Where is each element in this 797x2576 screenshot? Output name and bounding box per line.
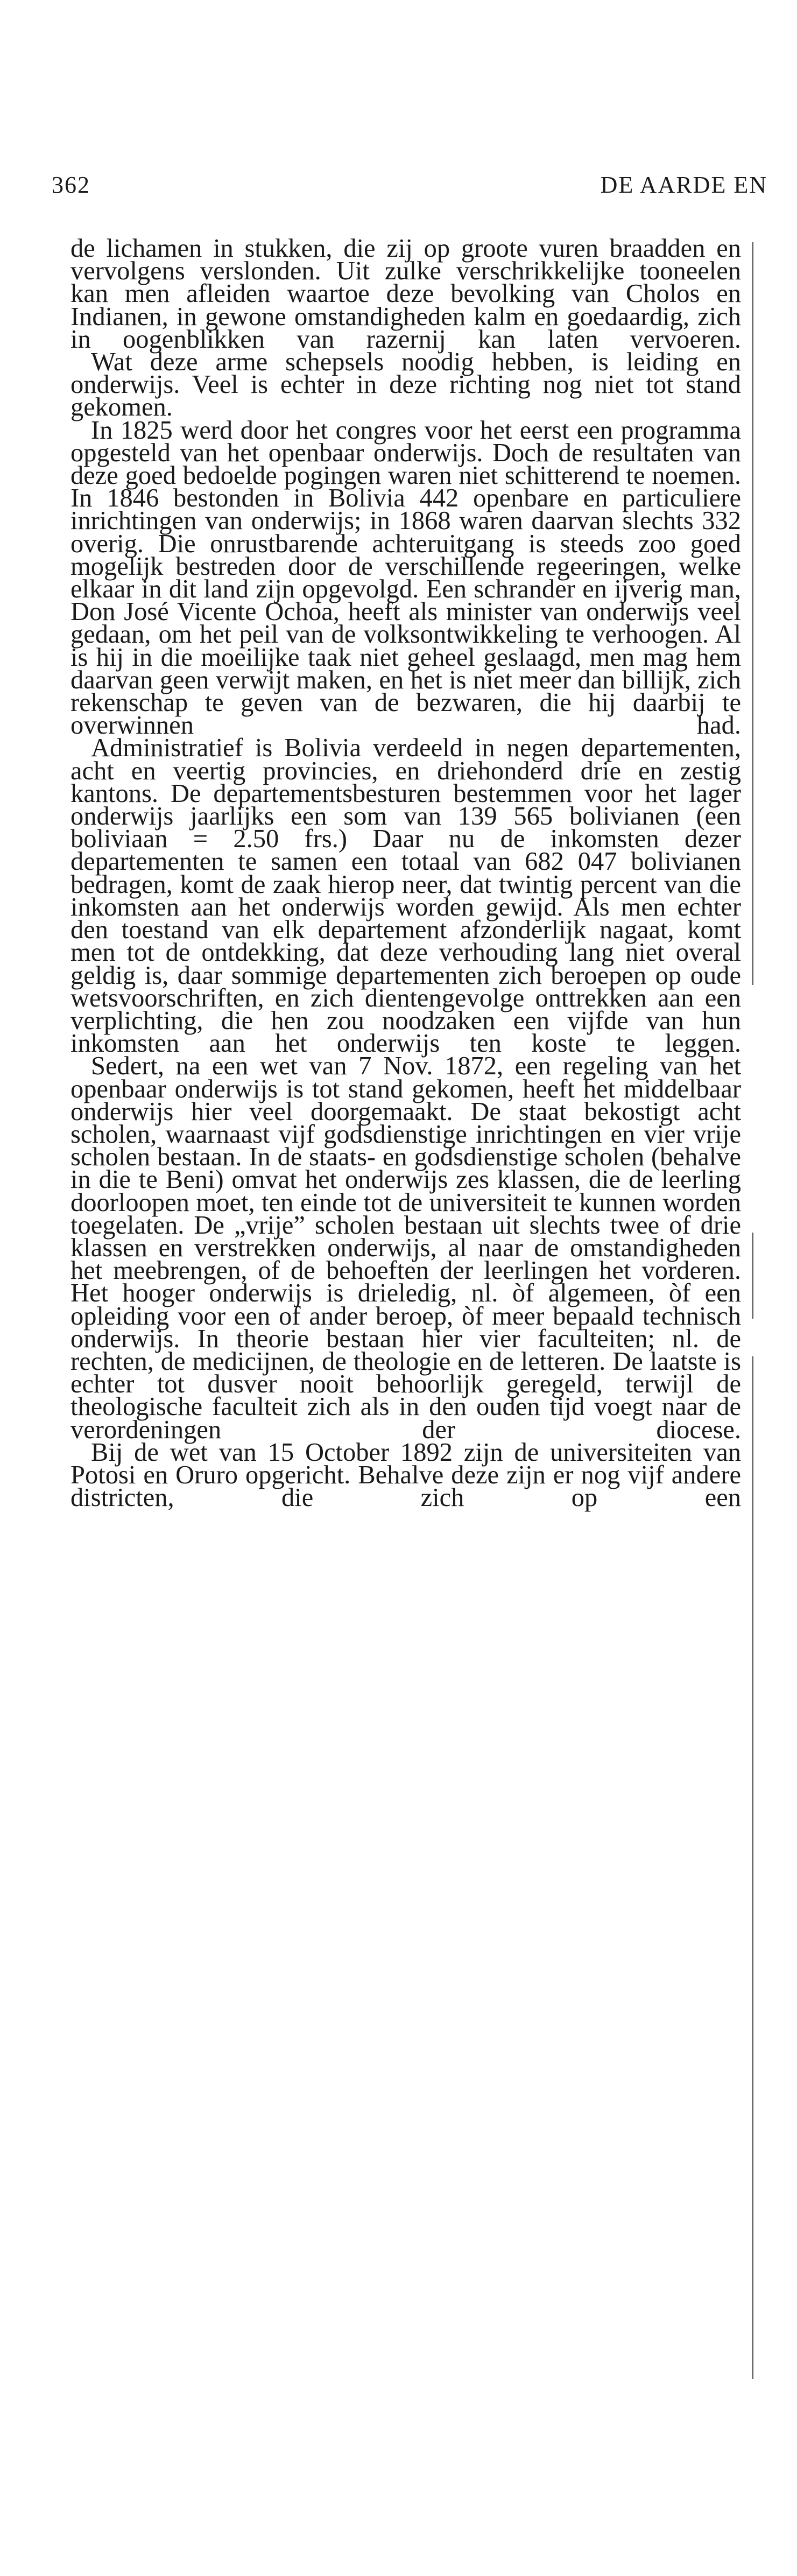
margin-rule bbox=[752, 242, 753, 985]
page-header bbox=[52, 171, 767, 203]
body-text bbox=[70, 234, 741, 2460]
running-head: DE AARDE EN bbox=[600, 172, 767, 198]
paragraph-3: In 1825 werd door het congres voor het eerst een programma opgesteld van het openbaar onderwijs. Doch de resultaten van deze goed bedoelde pogingen waren niet schitterend te noemen. In 1846 bestonden in Bolivia 442 openbare en particuliere inrichtingen van onderwijs; in 1868 waren daarvan slechts 332 overig. Die onrustbarende achteruitgang is steeds zoo goed mogelijk bestreden door de verschillende regeeringen, welke elkaar in dit land zijn opgevolgd. Een schrander en ijverig man, Don José Vicente Ochoa, heeft als minister van onderwijs veel gedaan, om het peil van de volksontwikkeling te verhoogen. Al is hij in die moeilijke taak niet geheel geslaagd, men mag hem daarvan geen verwijt maken, en het is niet meer dan billijk, zich rekenschap te geven van de bezwaren, die hij daarbij te overwinnen had. bbox=[70, 416, 741, 740]
page-number: 362 bbox=[52, 172, 90, 198]
margin-rule bbox=[752, 1233, 753, 1319]
paragraph-1: de lichamen in stukken, die zij op groote vuren braadden en vervolgens verslonden. Uit zulke verschrikkelijke tooneelen kan men afleiden waartoe deze bevolking van Cholos en Indianen, in gewone omstandigheden kalm en goedaardig, zich in oogenblikken van razernij kan laten vervoeren. bbox=[70, 234, 741, 354]
paragraph-5: Sedert, na een wet van 7 Nov. 1872, een regeling van het openbaar onderwijs is tot stand gekomen, heeft het middelbaar onderwijs hier veel doorgemaakt. De staat bekostigt acht scholen, waarnaast vijf godsdienstige inrichtingen en vier vrije scholen bestaan. In de staats- en godsdienstige scholen (behalve in die te Beni) omvat het onderwijs zes klassen, die de leerling doorloopen moet, ten einde tot de universiteit te kunnen worden toegelaten. De „vrije” scholen bestaan uit slechts twee of drie klassen en verstrekken onderwijs, al naar de omstandigheden het meebrengen, of de behoeften der leerlingen het vorderen. Het hooger onderwijs is drieledig, nl. òf algemeen, òf een opleiding voor een of ander beroep, òf meer bepaald technisch onderwijs. In theorie bestaan hier vier faculteiten; nl. de rechten, de medicijnen, de theologie en de letteren. De laatste is echter tot dusver nooit behoorlijk geregeld, terwijl de theologische faculteit zich als in den ouden tijd voegt naar de verordeningen der diocese. bbox=[70, 1052, 741, 1444]
paragraph-4: Administratief is Bolivia verdeeld in negen departementen, acht en veertig provincies, en driehonderd drie en zestig kantons. De departementsbesturen bestemmen voor het lager onderwijs jaarlijks een som van 139 565 bolivianen (een boliviaan = 2.50 frs.) Daar nu de inkomsten dezer departementen te samen een totaal van 682 047 bolivianen bedragen, komt de zaak hierop neer, dat twintig percent van die inkomsten aan het onderwijs worden gewijd. Als men echter den toestand van elk departement afzonderlijk nagaat, komt men tot de ontdekking, dat deze verhouding lang niet overal geldig is, daar sommige departementen zich beroepen op oude wetsvoorschriften, en zich dientengevolge onttrekken aan een verplichting, die hen zou noodzaken een vijfde van hun inkomsten aan het onderwijs ten koste te leggen. bbox=[70, 734, 741, 1058]
paragraph-6: Bij de wet van 15 October 1892 zijn de universiteiten van Potosi en Oruro opgericht. Behalve deze zijn er nog vijf andere districten, die zich op een bbox=[70, 1438, 741, 1512]
paragraph-2: Wat deze arme schepsels noodig hebben, is leiding en onderwijs. Veel is echter in deze richting nog niet tot stand gekomen. bbox=[70, 348, 741, 422]
margin-rule bbox=[752, 1356, 753, 2379]
